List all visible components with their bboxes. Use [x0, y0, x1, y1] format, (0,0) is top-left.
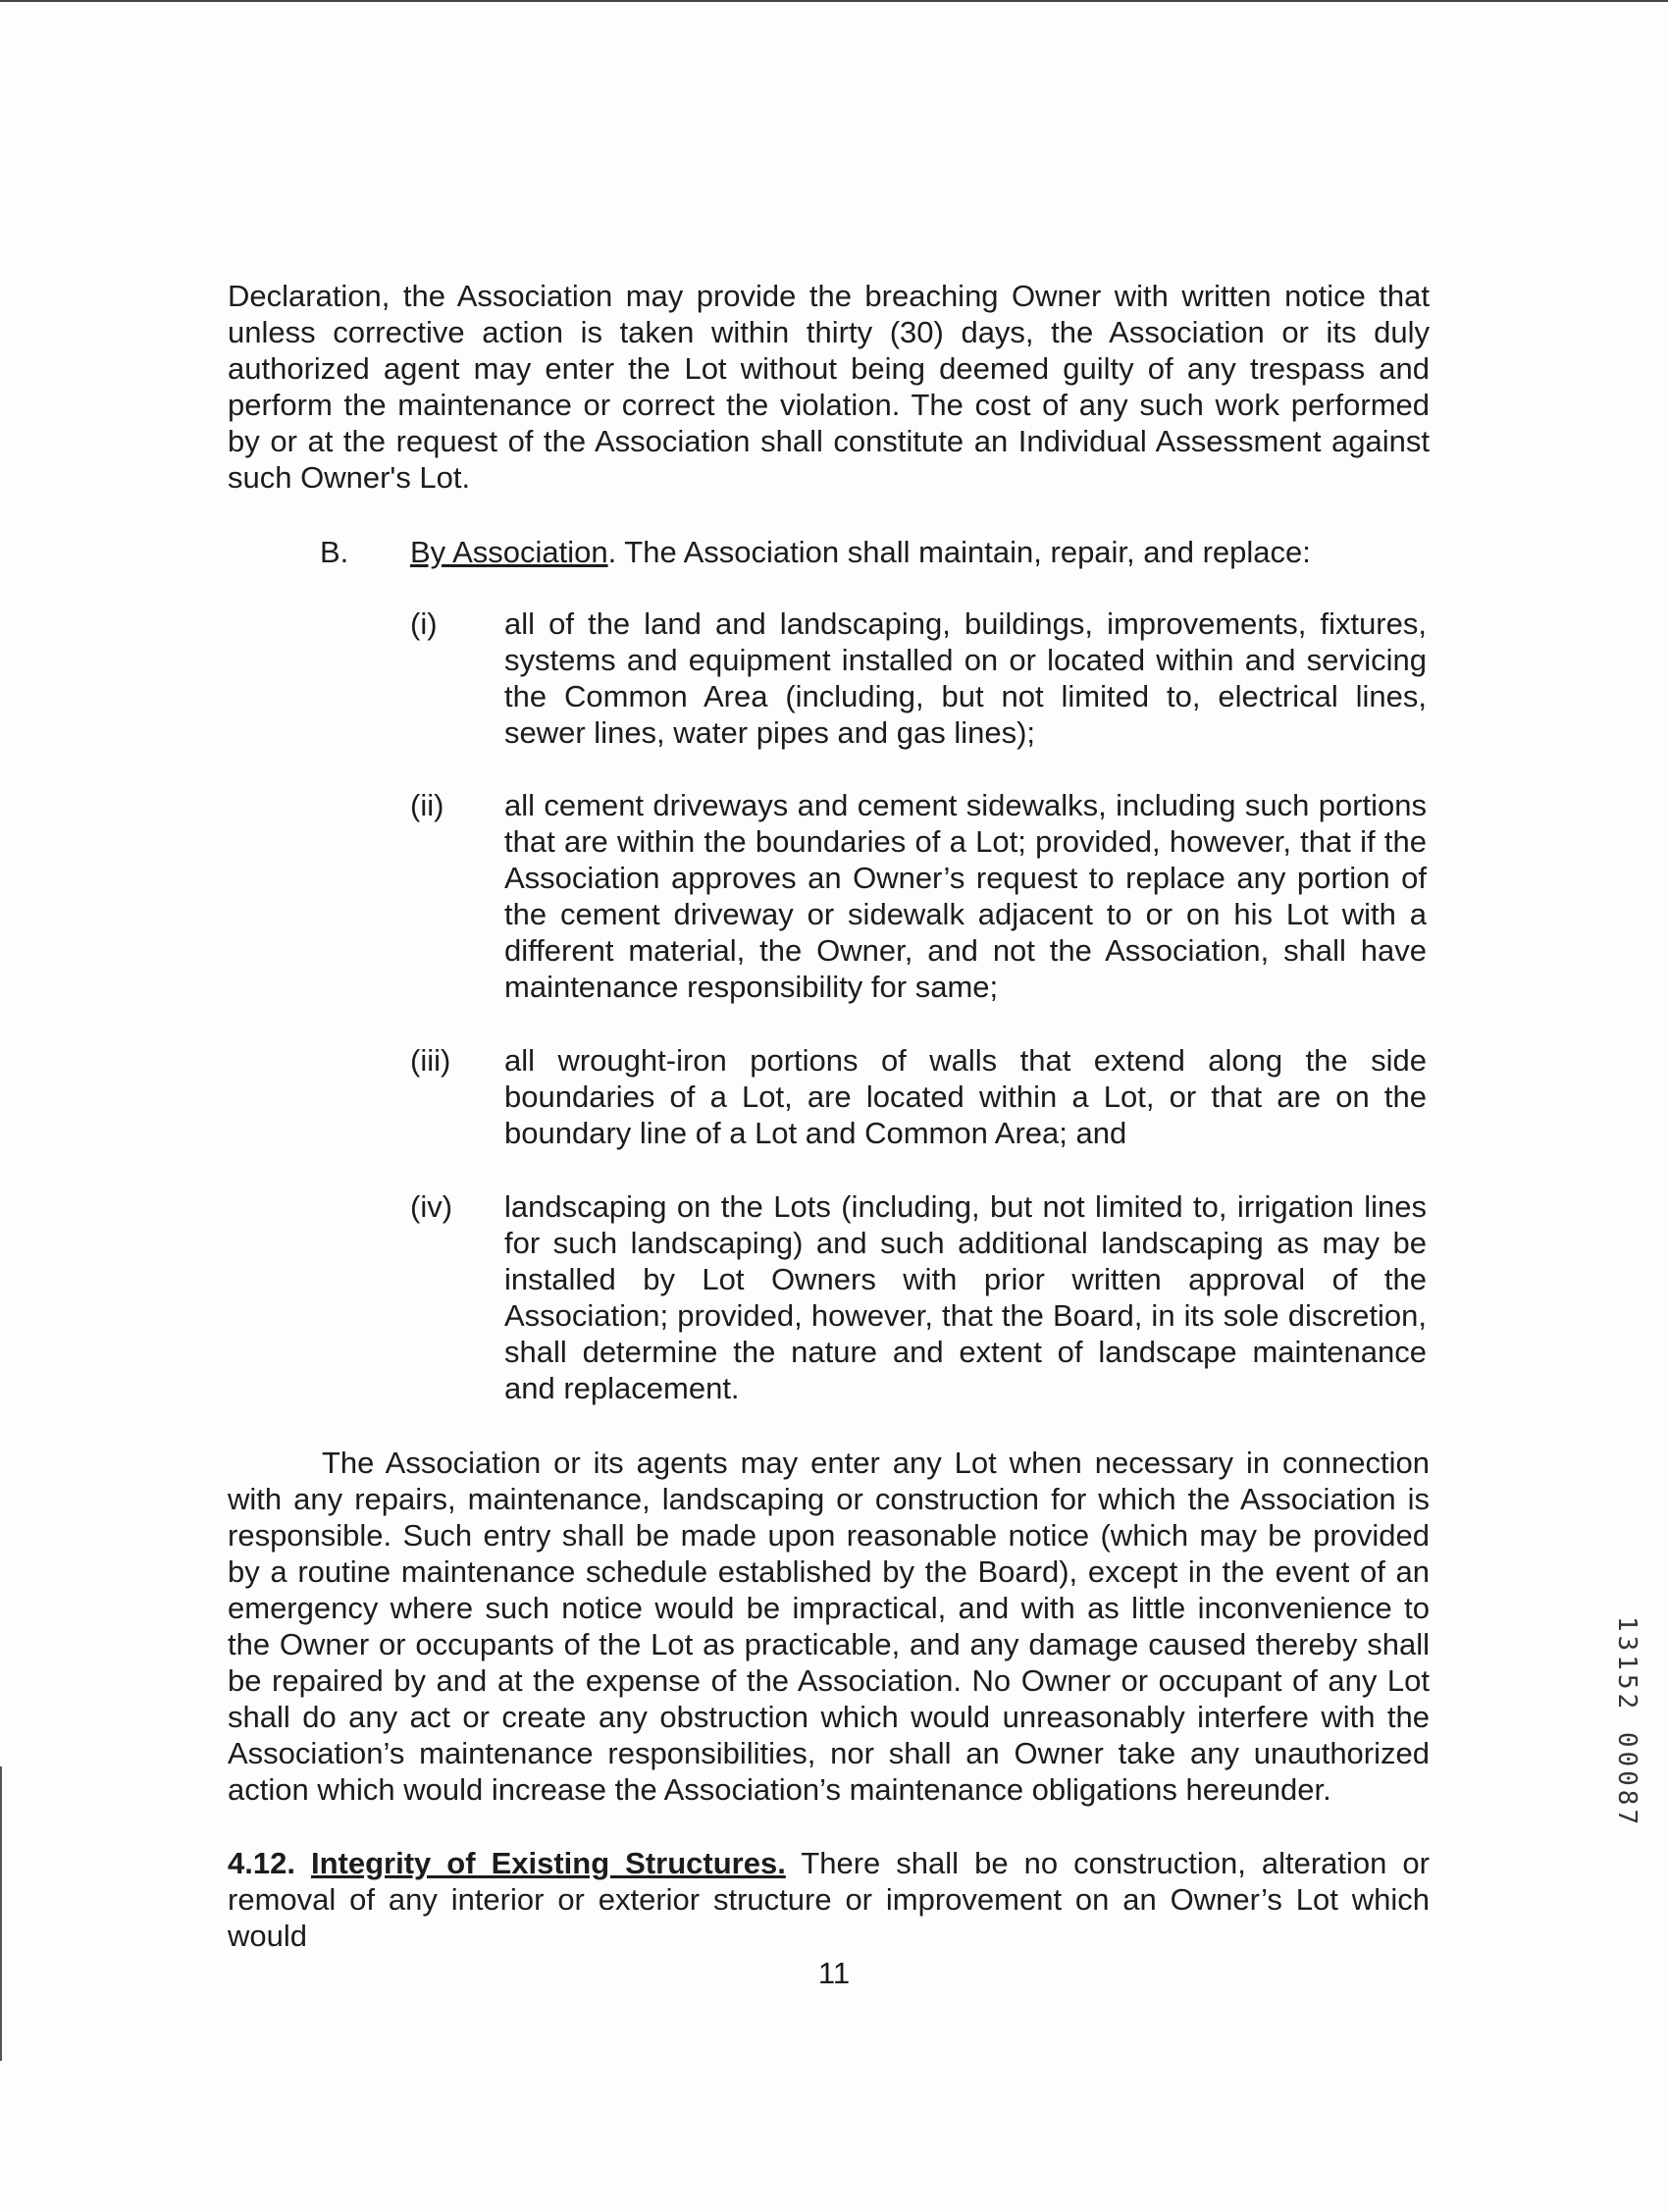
entry-paragraph: The Association or its agents may enter any Lot when necessary in connection with any repairs, maintenance, landscaping or construction for which the Association is responsible. Such entry shall be made upon reasonable notice (which may be provided by a routine maintenance schedule established by the Board), except in the event of an emergency where such notice would be impractical, and with as little inconvenience to the Owner or occupants of the Lot as practicable, and any damage caused thereby shall be repaired by and at the expense of the Association. No Owner or occupant of any Lot shall do any act or create any obstruction which would unreasonably interfere with the Association’s maintenance responsibilities, nor shall an Owner take any unauthorized action which would increase the Association’s maintenance obligations hereunder.: [228, 1446, 1430, 1807]
item-number: (iv): [410, 1189, 453, 1224]
section-412-paragraph: [228, 1845, 1430, 1954]
intro-paragraph: Declaration, the Association may provide the breaching Owner with written notice that unless corrective action is taken within thirty (30) days, the Association or its duly authorized agent may enter the Lot without being deemed guilty of any trespass and perform the maintenance or correct the violation. The cost of any such work performed by or at the request of the Association shall constitute an Individual Assessment against such Owner's Lot.: [228, 279, 1430, 495]
section-b-heading: [320, 534, 1311, 570]
section-412-text: There shall be no construction, alteration or removal of any interior or exterior structure or improvement on an Owner’s Lot which would: [228, 1846, 1430, 1953]
side-stamp: 13152 00087: [1612, 1615, 1642, 1829]
section-412-title: Integrity of Existing Structures.: [310, 1846, 786, 1880]
item-text: landscaping on the Lots (including, but not limited to, irrigation lines for such landscaping) and such additional landscaping as may be installed by Lot Owners with prior written approval of the Association; provided, however, that the Board, in its sole discretion, shall determine the nature and extent of landscape maintenance and replacement.: [504, 1189, 1427, 1405]
page-number: 11: [817, 1956, 851, 1990]
page-top-rule: [0, 0, 1668, 2]
item-text: all cement driveways and cement sidewalks, including such portions that are within the boundaries of a Lot; provided, however, that if the Association approves an Owner’s request to replace any portion of the cement driveway or sidewalk adjacent to or on his Lot with a different material, the Owner, and not the Association, shall have maintenance responsibility for same;: [504, 788, 1427, 1004]
section-b-title: By Association: [410, 535, 608, 569]
left-scan-mark: [0, 1766, 2, 2061]
section-b-text: . The Association shall maintain, repair, and replace:: [607, 535, 1311, 569]
section-b-letter: B.: [320, 535, 349, 569]
item-number: (iii): [410, 1043, 451, 1078]
item-number: (i): [410, 606, 438, 641]
item-number: (ii): [410, 788, 444, 822]
section-412-number: 4.12.: [228, 1846, 295, 1880]
item-text: all wrought-iron portions of walls that extend along the side boundaries of a Lot, are located within a Lot, or that are on the boundary line of a Lot and Common Area; and: [504, 1043, 1427, 1150]
item-text: all of the land and landscaping, buildings, improvements, fixtures, systems and equipment installed on or located within and servicing the Common Area (including, but not limited to, electrical lines, sewer lines, water pipes and gas lines);: [504, 606, 1427, 750]
